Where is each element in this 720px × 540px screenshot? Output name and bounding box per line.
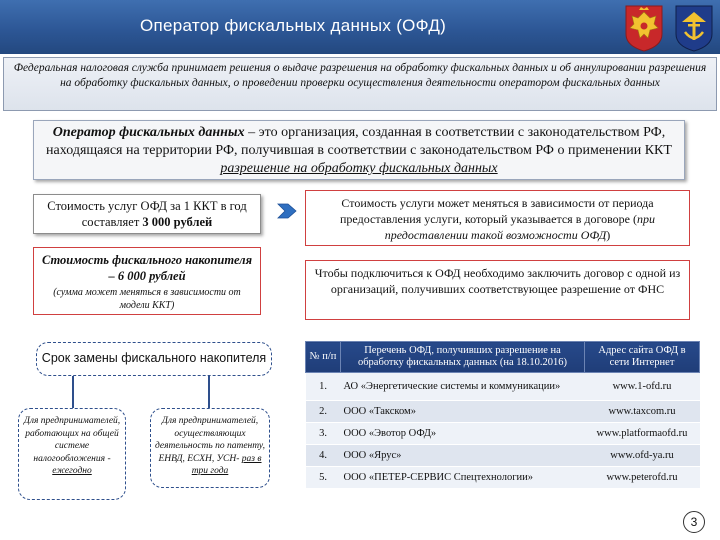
connector-line bbox=[72, 376, 74, 408]
cost-change-italic: при предоставлении такой возможности ОФД bbox=[384, 212, 655, 242]
replacement-term-title: Срок замены фискального накопителя bbox=[36, 342, 272, 376]
replacement-general-text: Для предпринимателей, работающих на общей системе налогообложения - bbox=[23, 416, 121, 464]
row-site: www.peterofd.ru bbox=[585, 467, 700, 489]
row-site: www.taxcom.ru bbox=[585, 401, 700, 423]
col-header-list: Перечень ОФД, получивших разрешение на обработку фискальных данных (на 18.10.2016) bbox=[341, 342, 585, 373]
row-num: 1. bbox=[306, 373, 341, 401]
row-num: 4. bbox=[306, 445, 341, 467]
replacement-special-text: Для предпринимателей, осуществляющих деятельность по патенту, ЕНВД, ЕСХН, УСН- bbox=[155, 416, 266, 464]
fn-cost-card bbox=[33, 247, 261, 315]
replacement-general-card bbox=[18, 408, 126, 500]
table-row bbox=[306, 445, 700, 467]
ofd-cost-card bbox=[33, 194, 261, 234]
arrow-right-icon bbox=[276, 200, 298, 222]
replacement-special-term: раз в три года bbox=[191, 453, 262, 476]
table-row bbox=[306, 373, 700, 401]
table-header-row bbox=[306, 342, 700, 373]
ofd-cost-text: Стоимость услуг ОФД за 1 ККТ в год составляет bbox=[47, 199, 247, 229]
ofd-definition bbox=[33, 120, 685, 180]
table-row bbox=[306, 401, 700, 423]
replacement-special-card bbox=[150, 408, 270, 488]
row-num: 3. bbox=[306, 423, 341, 445]
coat-of-arms-russia-icon bbox=[622, 2, 666, 54]
ofd-cost-amount: 3 000 рублей bbox=[142, 215, 213, 229]
row-name: ООО «Такском» bbox=[341, 401, 585, 423]
row-name: ООО «Эвотор ОФД» bbox=[341, 423, 585, 445]
intro-banner: Федеральная налоговая служба принимает решения о выдаче разрешения на обработку фискальных данных и об аннулировании разрешения на обработку фискальных данных, о проведении проверки осуществления деятельности оператором фискальных данных bbox=[3, 57, 717, 111]
cost-change-card bbox=[305, 190, 690, 246]
col-header-site: Адрес сайта ОФД в сети Интернет bbox=[585, 342, 700, 373]
table-row bbox=[306, 423, 700, 445]
row-site: www.platformaofd.ru bbox=[585, 423, 700, 445]
cost-change-text: Стоимость услуги может меняться в зависимости от периода предоставления услуги, который указывается в договоре ( bbox=[340, 196, 654, 226]
replacement-general-term: ежегодно bbox=[52, 466, 92, 476]
row-num: 5. bbox=[306, 467, 341, 489]
row-name: ООО «ПЕТЕР-СЕРВИС Спецтехнологии» bbox=[341, 467, 585, 489]
table-row bbox=[306, 467, 700, 489]
definition-body: – это организация, созданная в соответствии с законодательством РФ, находящаяся на территории РФ, получившая в соответствии с законодательством РФ о применении ККТ bbox=[46, 125, 672, 158]
definition-link: разрешение на обработку фискальных данных bbox=[220, 161, 498, 176]
fn-cost-title: Стоимость фискального накопителя – 6 000 рублей bbox=[41, 253, 253, 283]
ofd-list-table bbox=[305, 341, 700, 489]
fn-cost-note: (сумма может меняться в зависимости от модели ККТ) bbox=[53, 287, 241, 311]
definition-term: Оператор фискальных данных bbox=[52, 125, 245, 140]
coat-of-arms-region-icon bbox=[672, 2, 716, 54]
cost-change-suffix: ) bbox=[606, 228, 611, 242]
row-name: АО «Энергетические системы и коммуникации» bbox=[341, 373, 585, 401]
connect-card: Чтобы подключиться к ОФД необходимо заключить договор с одной из организаций, получивших соответствующее разрешение от ФНС bbox=[305, 260, 690, 320]
row-num: 2. bbox=[306, 401, 341, 423]
row-site: www.ofd-ya.ru bbox=[585, 445, 700, 467]
page-title: Оператор фискальных данных (ОФД) bbox=[140, 16, 447, 35]
col-header-num: № п/п bbox=[306, 342, 341, 373]
page-number: 3 bbox=[683, 511, 705, 533]
row-site: www.1-ofd.ru bbox=[585, 373, 700, 401]
connector-line bbox=[208, 376, 210, 408]
row-name: ООО «Ярус» bbox=[341, 445, 585, 467]
